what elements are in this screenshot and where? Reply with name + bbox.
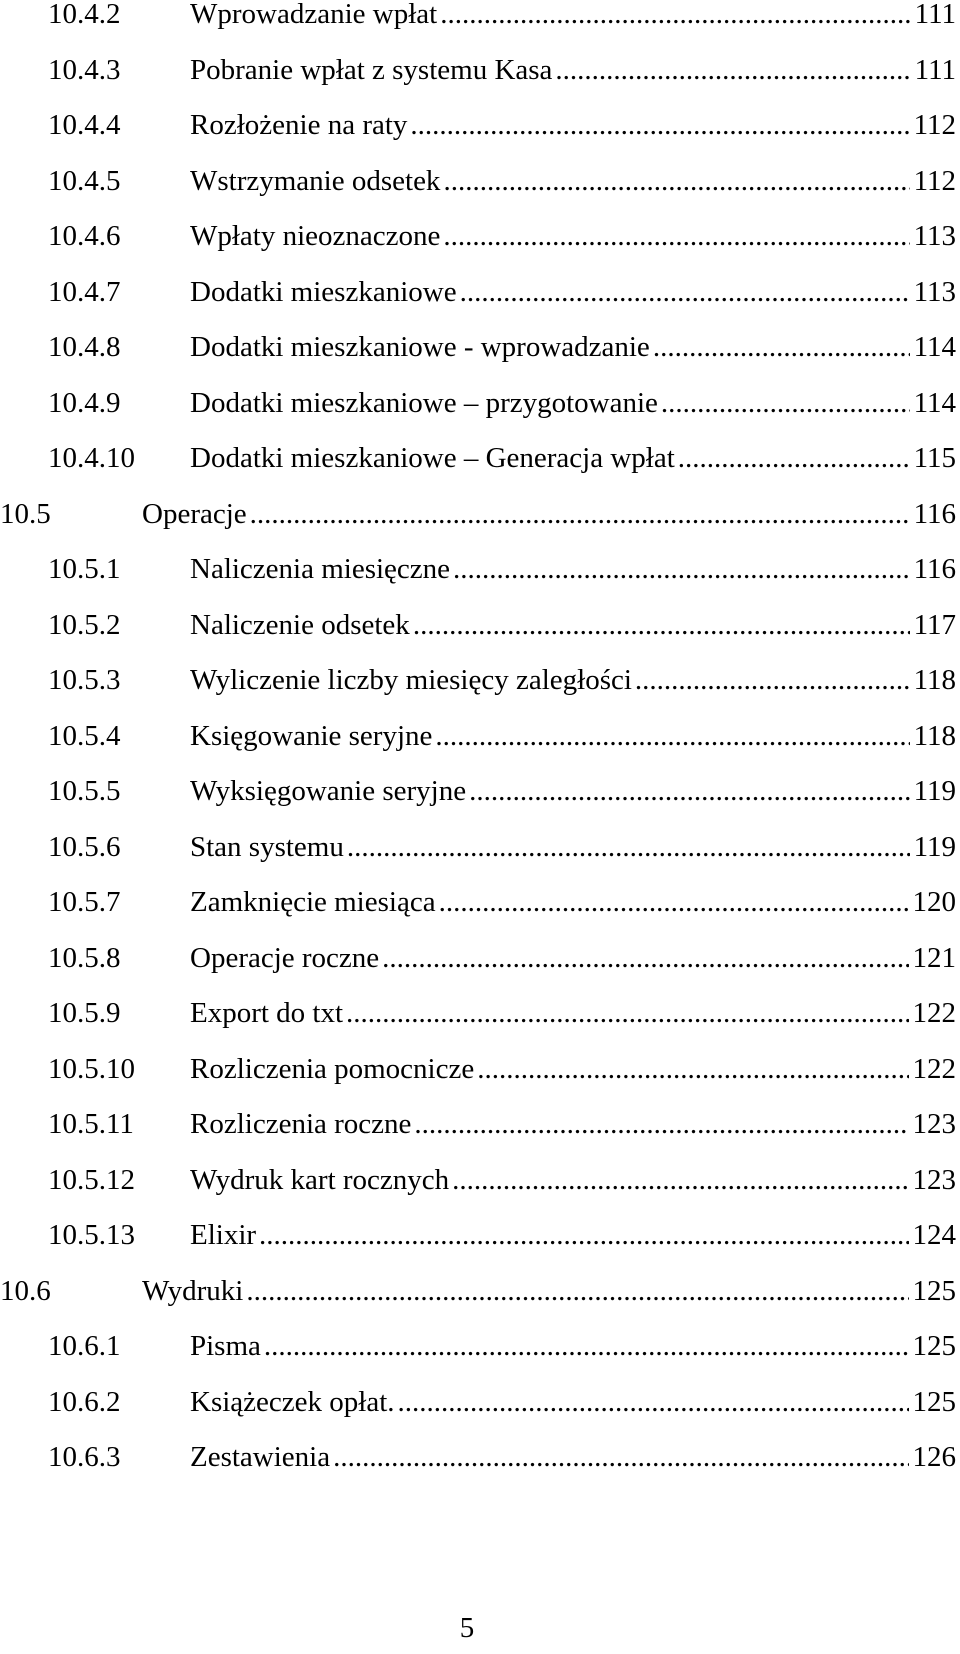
toc-entry	[0, 1158, 960, 1202]
toc-entry	[0, 1102, 960, 1146]
toc-page-number: 122	[912, 997, 956, 1029]
toc-page-number: 117	[913, 608, 956, 641]
toc-entry	[0, 159, 960, 203]
toc-section-title: Export do txt	[190, 997, 344, 1029]
toc-dot-leader	[477, 1047, 908, 1091]
toc-page-number: 114	[913, 331, 956, 363]
toc-section-number: 10.5.7	[48, 886, 121, 918]
toc-page-number: 116	[913, 497, 956, 530]
toc-section-number: 10.5.11	[48, 1108, 134, 1140]
toc-section-title: Wstrzymanie odsetek	[190, 164, 441, 197]
toc-entry	[0, 880, 960, 924]
toc-dot-leader	[443, 159, 909, 203]
toc-section-number: 10.5.5	[48, 775, 121, 807]
toc-leader-line	[142, 492, 956, 536]
toc-entry	[0, 769, 960, 813]
toc-entry	[0, 936, 960, 980]
toc-dot-leader	[635, 658, 910, 702]
toc-page-number: 123	[912, 1163, 956, 1196]
toc-page-number: 116	[913, 553, 956, 585]
toc-section-title: Rozliczenia pomocnicze	[190, 1052, 475, 1085]
toc-page-number: 111	[914, 53, 956, 86]
toc-page-number: 113	[913, 275, 956, 308]
toc-page-number: 115	[913, 442, 956, 474]
toc-leader-line	[190, 714, 956, 758]
toc-dot-leader	[460, 270, 910, 314]
toc-section-title: Wprowadzanie wpłat	[190, 0, 438, 30]
toc-dot-leader	[653, 325, 910, 369]
toc-section-number: 10.4.3	[48, 53, 121, 86]
toc-page-number: 121	[912, 941, 956, 974]
toc-page-number: 124	[912, 1219, 956, 1251]
toc-section-title: Dodatki mieszkaniowe - wprowadzanie	[190, 331, 650, 363]
toc-leader-line	[190, 769, 956, 813]
toc-section-title: Dodatki mieszkaniowe – Generacja wpłat	[190, 442, 675, 474]
toc-leader-line	[190, 1213, 956, 1257]
toc-entry	[0, 991, 960, 1035]
toc-leader-line	[190, 103, 956, 147]
toc-leader-line	[190, 991, 956, 1035]
toc-dot-leader	[443, 214, 909, 258]
toc-section-title: Wyliczenie liczby miesięcy zaległości	[190, 664, 632, 696]
toc-section-title: Wydruki	[142, 1274, 244, 1307]
toc-page-number: 112	[913, 109, 956, 141]
toc-dot-leader	[246, 1269, 908, 1313]
toc-dot-leader	[333, 1435, 908, 1479]
toc-section-number: 10.5.6	[48, 830, 121, 863]
toc-section-number: 10.4.9	[48, 386, 121, 419]
toc-page-number: 114	[913, 386, 956, 419]
toc-page-number: 122	[912, 1052, 956, 1085]
toc-section-title: Elixir	[190, 1219, 257, 1251]
toc-dot-leader	[414, 1102, 908, 1146]
toc-leader-line	[190, 1047, 956, 1091]
toc-dot-leader	[469, 769, 909, 813]
toc-entry	[0, 48, 960, 92]
toc-entry	[0, 714, 960, 758]
toc-dot-leader	[259, 1213, 908, 1257]
toc-entry	[0, 214, 960, 258]
toc-leader-line	[190, 1380, 956, 1424]
toc-page-number: 118	[913, 719, 956, 752]
toc-leader-line	[190, 825, 956, 869]
toc-section-title: Naliczenia miesięczne	[190, 553, 451, 585]
toc-leader-line	[190, 658, 956, 702]
toc-page-number: 119	[913, 830, 956, 863]
toc-entry	[0, 270, 960, 314]
toc-section-title: Pisma	[190, 1330, 261, 1362]
toc-leader-line	[190, 936, 956, 980]
toc-dot-leader	[661, 381, 910, 425]
toc-entry	[0, 492, 960, 536]
toc-section-title: Wpłaty nieoznaczone	[190, 220, 441, 252]
toc-section-number: 10.4.10	[48, 442, 135, 474]
toc-entry	[0, 1213, 960, 1257]
toc-section-title: Rozłożenie na raty	[190, 109, 408, 141]
toc-section-number: 10.5.3	[48, 664, 121, 696]
toc-leader-line	[190, 0, 956, 36]
toc-page-number: 120	[912, 886, 956, 918]
toc-page-number: 125	[912, 1385, 956, 1418]
toc-section-number: 10.4.6	[48, 220, 121, 252]
toc-entry	[0, 547, 960, 591]
toc-leader-line	[190, 1435, 956, 1479]
toc-section-number: 10.5.10	[48, 1052, 135, 1085]
toc-section-title: Dodatki mieszkaniowe	[190, 275, 457, 308]
toc-dot-leader	[413, 603, 910, 647]
toc-leader-line	[190, 270, 956, 314]
toc-dot-leader	[435, 714, 909, 758]
toc-section-number: 10.6.2	[48, 1385, 121, 1418]
toc-section-title: Dodatki mieszkaniowe – przygotowanie	[190, 386, 658, 419]
toc-entry	[0, 436, 960, 480]
toc-page-number: 126	[912, 1441, 956, 1473]
toc-section-title: Wyksięgowanie seryjne	[190, 775, 467, 807]
toc-entry	[0, 1435, 960, 1479]
toc-entry	[0, 1380, 960, 1424]
toc-dot-leader	[410, 103, 909, 147]
toc-entry	[0, 825, 960, 869]
toc-page-number: 123	[912, 1108, 956, 1140]
toc-leader-line	[190, 436, 956, 480]
toc-page-number: 113	[913, 220, 956, 252]
toc-leader-line	[190, 1324, 956, 1368]
toc-section-title: Książeczek opłat.	[190, 1385, 395, 1418]
toc-page-number: 125	[912, 1330, 956, 1362]
toc-section-number: 10.4.8	[48, 331, 121, 363]
toc-leader-line	[190, 1102, 956, 1146]
toc-section-title: Pobranie wpłat z systemu Kasa	[190, 53, 553, 86]
toc-dot-leader	[347, 825, 910, 869]
toc-section-title: Księgowanie seryjne	[190, 719, 433, 752]
toc-leader-line	[190, 381, 956, 425]
toc-section-number: 10.5.9	[48, 997, 121, 1029]
toc-section-number: 10.5.1	[48, 553, 121, 585]
toc-section-number: 10.4.2	[48, 0, 121, 30]
toc-section-number: 10.4.5	[48, 164, 121, 197]
toc-leader-line	[190, 547, 956, 591]
toc-leader-line	[190, 48, 956, 92]
toc-leader-line	[190, 325, 956, 369]
toc-section-number: 10.5.13	[48, 1219, 135, 1251]
toc-entry	[0, 325, 960, 369]
toc-section-number: 10.6.1	[48, 1330, 121, 1362]
toc-entry	[0, 658, 960, 702]
toc-section-number: 10.4.7	[48, 275, 121, 308]
toc-section-title: Operacje	[142, 497, 247, 530]
toc-section-title: Zestawienia	[190, 1441, 331, 1473]
toc-dot-leader	[555, 48, 910, 92]
toc-page-number: 118	[913, 664, 956, 696]
toc-section-number: 10.5.4	[48, 719, 121, 752]
toc-dot-leader	[250, 492, 910, 536]
toc-entry	[0, 381, 960, 425]
toc-entry	[0, 1269, 960, 1313]
toc-section-title: Operacje roczne	[190, 941, 380, 974]
toc-dot-leader	[452, 1158, 908, 1202]
toc-section-number: 10.5.2	[48, 608, 121, 641]
toc-dot-leader	[678, 436, 910, 480]
toc-section-number: 10.4.4	[48, 109, 121, 141]
toc-dot-leader	[398, 1380, 909, 1424]
toc-leader-line	[142, 1269, 956, 1313]
toc-dot-leader	[382, 936, 908, 980]
toc-entry	[0, 0, 960, 36]
toc-section-number: 10.6.3	[48, 1441, 121, 1473]
toc-dot-leader	[439, 880, 909, 924]
toc-section-number: 10.5.12	[48, 1163, 135, 1196]
toc-entry	[0, 1324, 960, 1368]
toc-dot-leader	[346, 991, 908, 1035]
toc-section-title: Zamknięcie miesiąca	[190, 886, 436, 918]
toc-section-title: Rozliczenia roczne	[190, 1108, 412, 1140]
toc-leader-line	[190, 214, 956, 258]
toc-leader-line	[190, 880, 956, 924]
toc-section-number: 10.5.8	[48, 941, 121, 974]
toc-page-number: 111	[914, 0, 956, 30]
toc-entry	[0, 603, 960, 647]
toc-page-number: 119	[913, 775, 956, 807]
toc-entry	[0, 103, 960, 147]
toc-leader-line	[190, 1158, 956, 1202]
toc-leader-line	[190, 159, 956, 203]
toc-page-number: 112	[913, 164, 956, 197]
toc-dot-leader	[440, 0, 910, 36]
toc-section-title: Naliczenie odsetek	[190, 608, 410, 641]
page-number: 5	[459, 1612, 475, 1644]
toc-page-number: 125	[912, 1274, 956, 1307]
toc-entry	[0, 1047, 960, 1091]
toc-leader-line	[190, 603, 956, 647]
toc-section-number: 10.5	[0, 497, 51, 530]
toc-section-title: Stan systemu	[190, 830, 344, 863]
toc-section-title: Wydruk kart rocznych	[190, 1163, 450, 1196]
toc-section-number: 10.6	[0, 1274, 51, 1307]
toc-dot-leader	[453, 547, 910, 591]
toc-dot-leader	[264, 1324, 909, 1368]
